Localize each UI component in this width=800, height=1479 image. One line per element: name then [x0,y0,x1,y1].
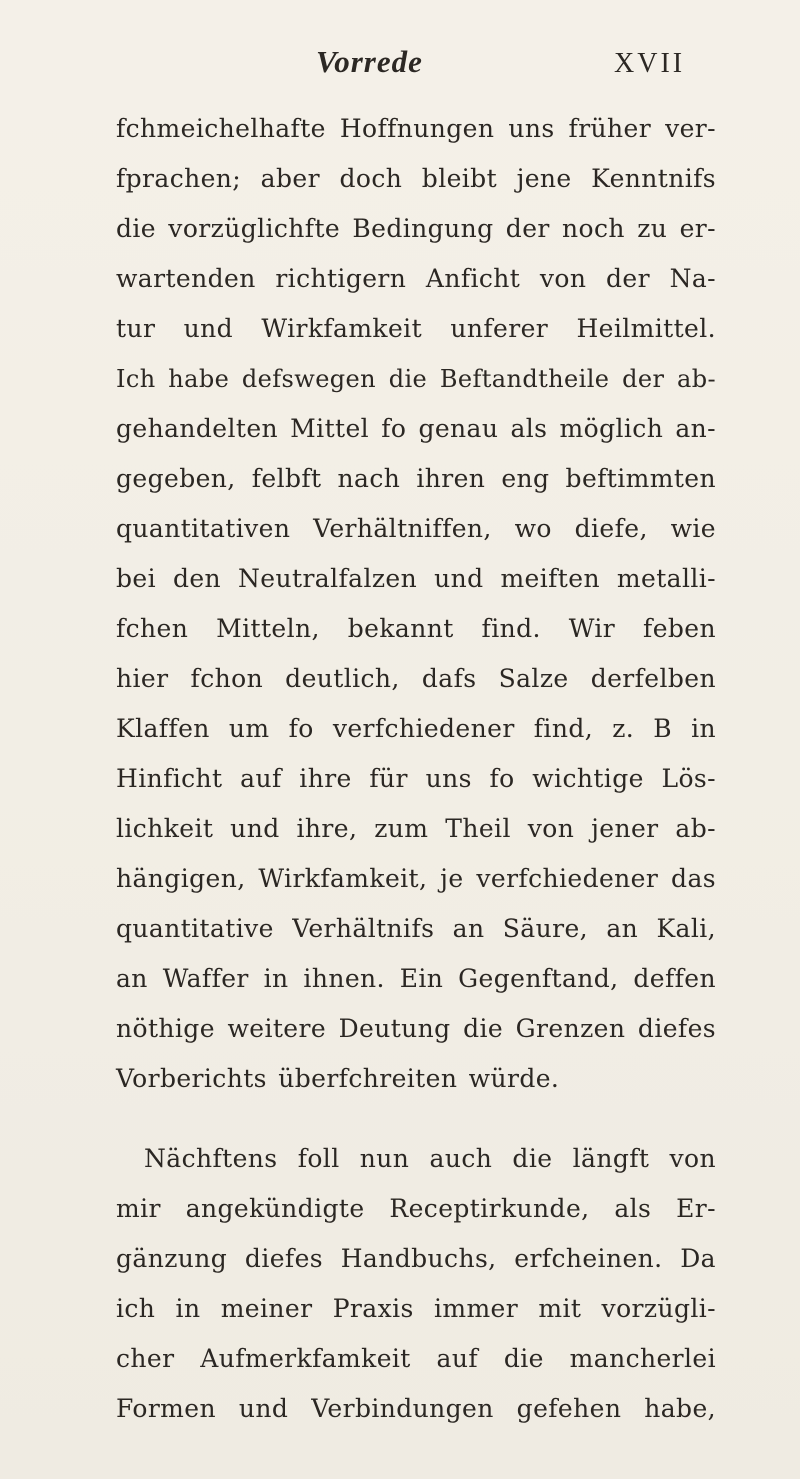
text-line: gänzung diefes Handbuchs, erfcheinen. Da [116,1244,716,1273]
text-line: fchmeichelhafte Hoffnungen uns früher ver- [116,114,716,143]
text-line: gehandelten Mittel fo genau als möglich an- [116,414,716,443]
text-line: Nächftens foll nun auch die längft von [144,1144,716,1173]
running-head [0,44,800,94]
text-line: fchen Mitteln, bekannt find. Wir feben [116,614,716,643]
running-head-title: Vorrede [316,44,423,79]
text-line: fprachen; aber doch bleibt jene Kenntnifs [116,164,716,193]
text-line: mir angekündigte Receptirkunde, als Er- [116,1194,716,1223]
text-line: Ich habe defswegen die Beftandtheile der ab- [116,365,716,393]
text-line: nöthige weitere Deutung die Grenzen diefes [116,1014,716,1043]
text-line: hängigen, Wirkfamkeit, je verfchiedener das [116,864,716,893]
text-line: quantitativen Verhältniffen, wo diefe, wie [116,514,716,543]
text-line: Klaffen um fo verfchiedener find, z. B in [116,714,716,743]
text-line: hier fchon deutlich, dafs Salze derfelben [116,664,716,693]
text-line: wartenden richtigern Anficht von der Na- [116,264,716,293]
text-line: Hinficht auf ihre für uns fo wichtige Lös- [116,764,716,793]
text-line: cher Aufmerkfamkeit auf die mancherlei [116,1344,716,1373]
text-line: quantitative Verhältnifs an Säure, an Kali, [116,914,716,943]
text-line: lichkeit und ihre, zum Theil von jener ab- [116,814,716,843]
text-line: Vorberichts überfchreiten würde. [116,1064,560,1093]
text-line: bei den Neutralfalzen und meiften metalli- [116,564,716,593]
text-line: tur und Wirkfamkeit unferer Heilmittel. [116,314,716,343]
text-line: an Waffer in ihnen. Ein Gegenftand, deffen [116,964,716,993]
text-line: gegeben, felbft nach ihren eng beftimmten [116,464,716,493]
page-number: XVII [614,48,686,79]
text-line: ich in meiner Praxis immer mit vorzügli- [116,1294,716,1323]
text-line: Formen und Verbindungen gefehen habe, [116,1394,716,1423]
text-line: die vorzüglichfte Bedingung der noch zu er- [116,214,716,243]
